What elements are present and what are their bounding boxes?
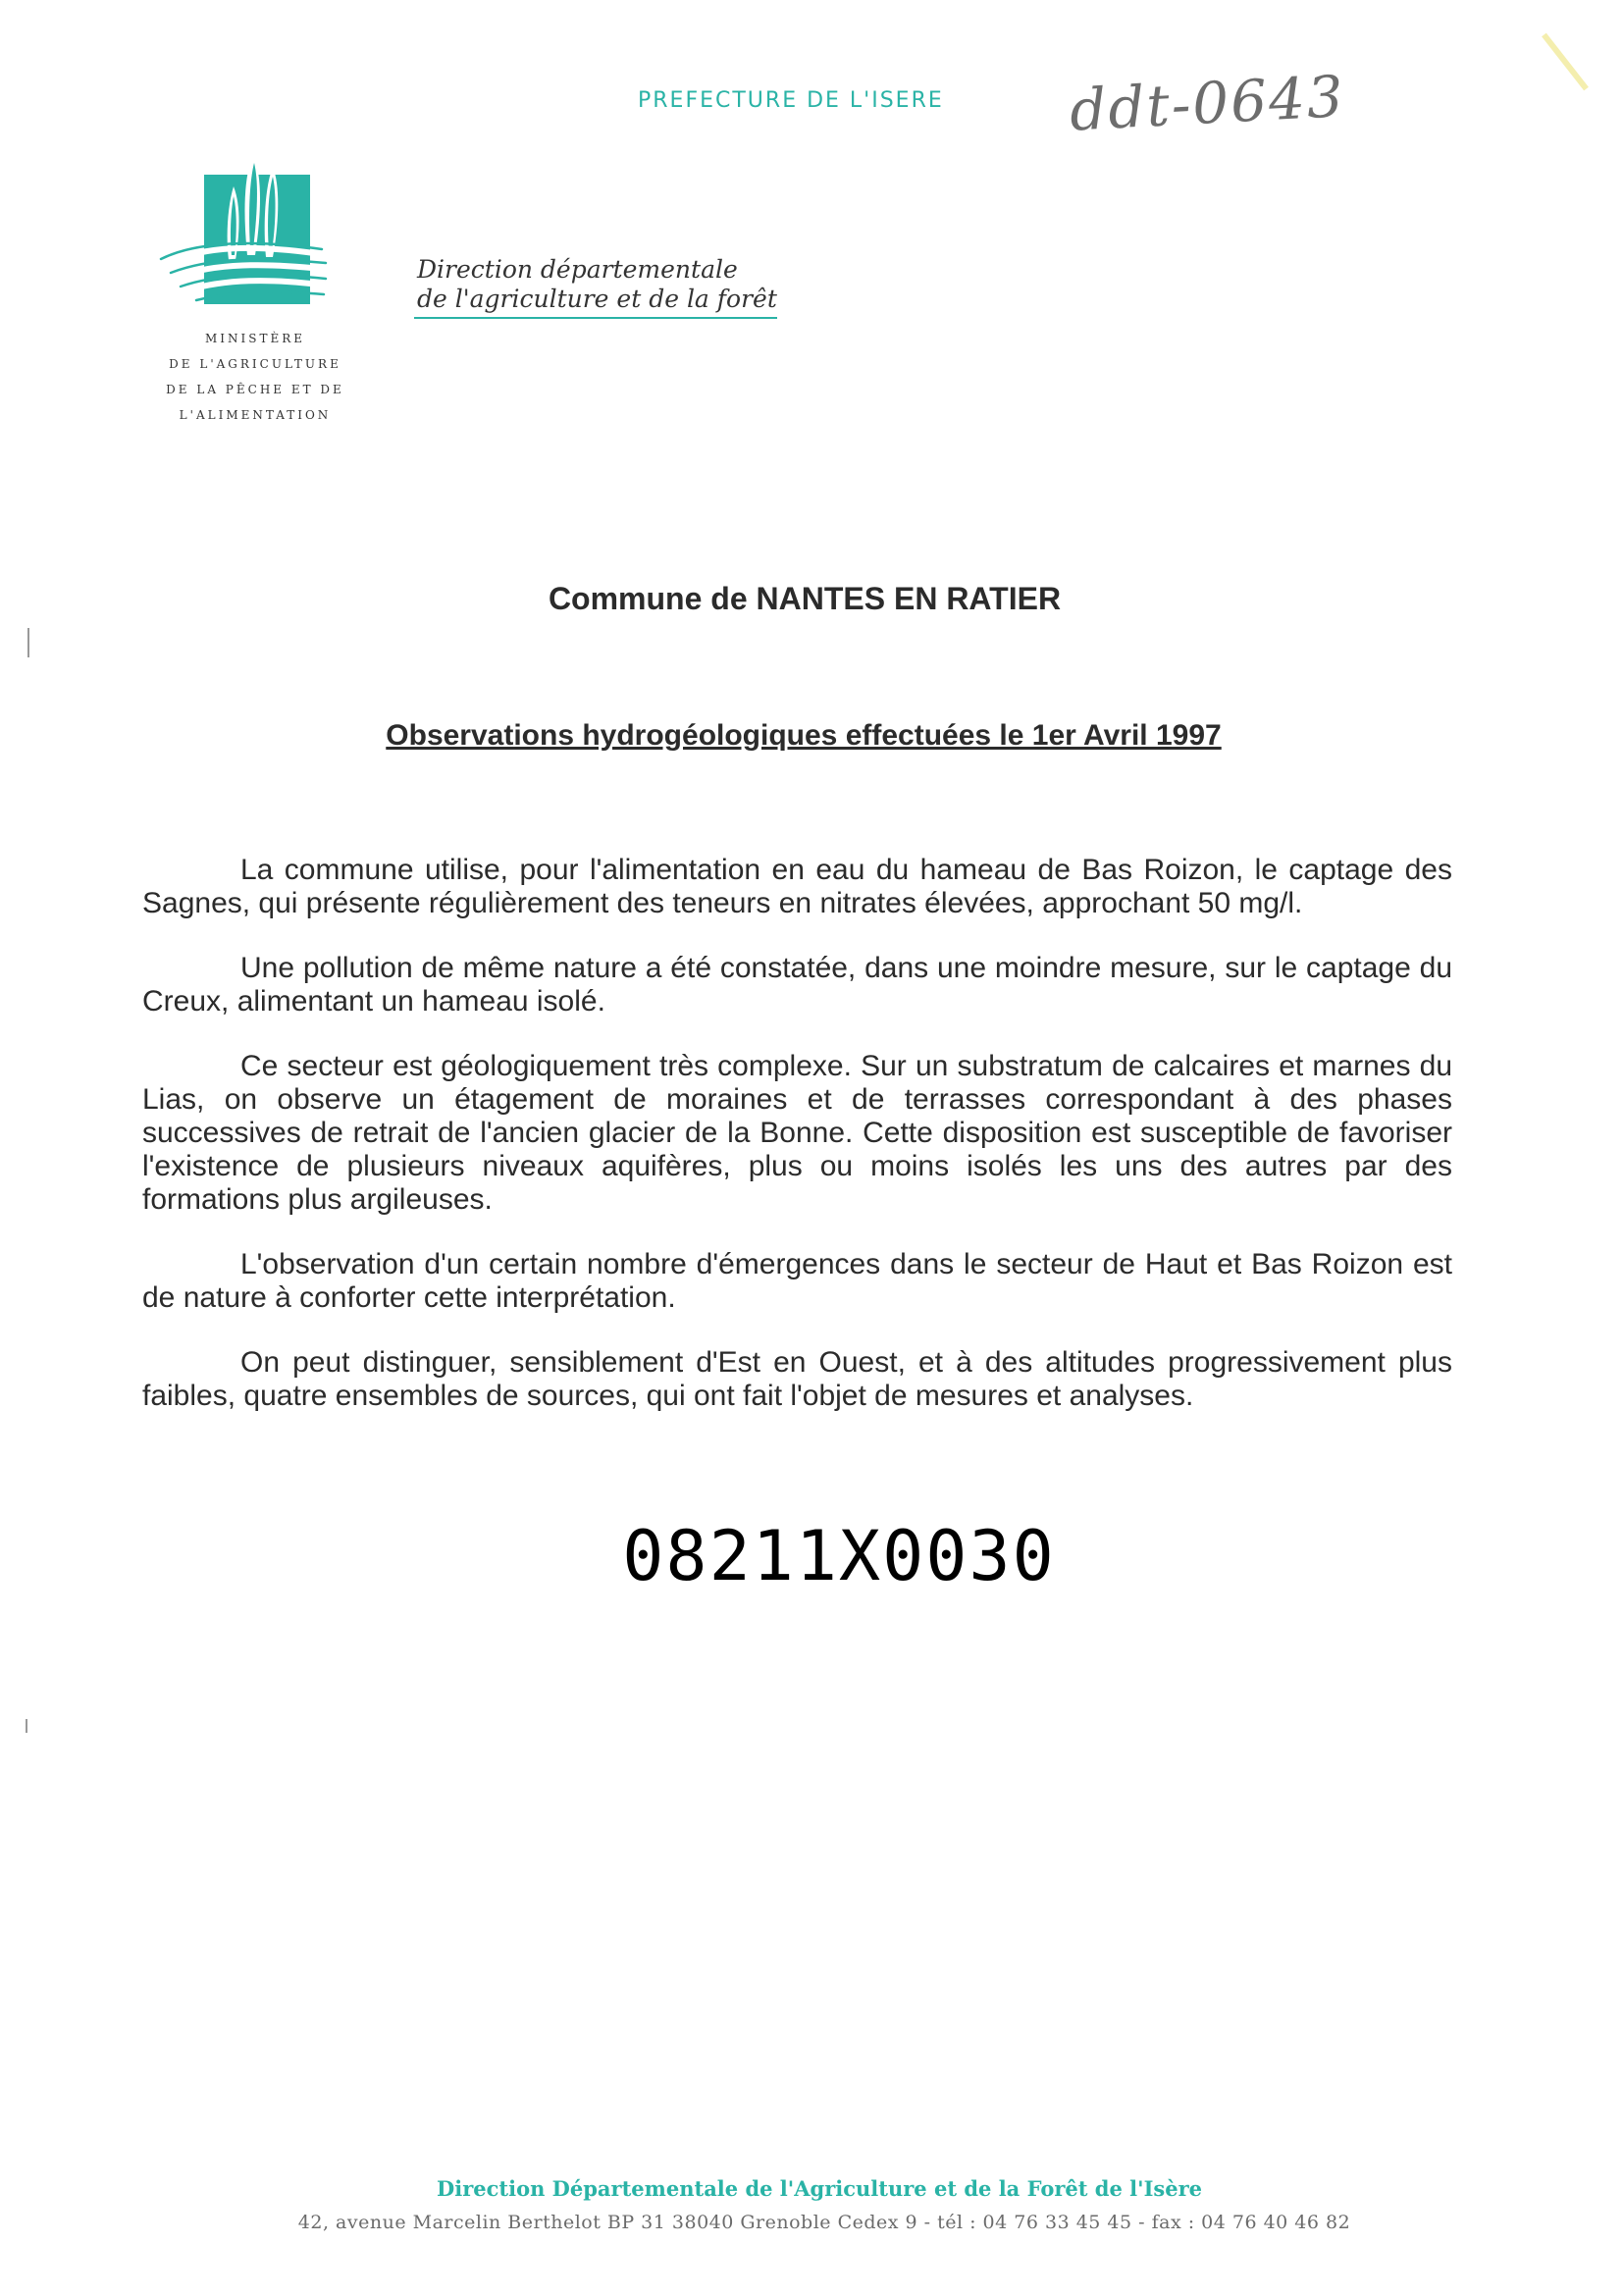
body-paragraph: La commune utilise, pour l'alimentation en eau du hameau de Bas Roizon, le captage des Sagnes, qui présente régulièrement des teneurs en nitrates élevées, approchant 50 mg/l. [142, 854, 1452, 919]
ministry-line: MINISTÈRE [204, 332, 306, 345]
handwritten-reference: ddt-0643 [1068, 62, 1347, 144]
body-paragraph: On peut distinguer, sensiblement d'Est en Ouest, et à des altitudes progressivement plus faibles, quatre ensembles de sources, qui ont fait l'objet de mesures et analyses. [142, 1346, 1452, 1412]
wheat-field-logo-icon [157, 147, 334, 314]
direction-line-2: de l'agriculture et de la forêt [417, 285, 777, 313]
ministry-line: DE LA PÊCHE ET DE [166, 383, 344, 396]
ministry-line: L'ALIMENTATION [179, 408, 332, 422]
document-title: Observations hydrogéologiques effectuées le 1er Avril 1997 [386, 719, 1222, 752]
scan-corner-mark [1542, 33, 1589, 91]
ministry-name [157, 326, 353, 428]
ministry-logo [157, 147, 334, 314]
body-paragraph: L'observation d'un certain nombre d'émergences dans le secteur de Haut et Bas Roizon est de nature à conforter cette interprétation. [142, 1248, 1452, 1314]
body-paragraph: Une pollution de même nature a été constatée, dans une moindre mesure, sur le captage du Creux, alimentant un hameau isolé. [142, 952, 1452, 1018]
direction-underline [414, 317, 777, 319]
footer-title: Direction Départementale de l'Agriculture et de la Forêt de l'Isère [437, 2176, 1202, 2201]
direction-name [417, 255, 810, 314]
footer-address: 42, avenue Marcelin Berthelot BP 31 38040 Grenoble Cedex 9 - tél : 04 76 33 45 45 - fax : 04 76 40 46 82 [297, 2212, 1351, 2233]
scan-speck [27, 628, 29, 657]
document-body [142, 854, 1452, 1444]
scan-speck [26, 1719, 27, 1733]
document-code: 08211X0030 [622, 1516, 1056, 1596]
commune-title: Commune de NANTES EN RATIER [548, 581, 1062, 616]
body-paragraph: Ce secteur est géologiquement très complexe. Sur un substratum de calcaires et marnes du Lias, on observe un étagement de moraines et de terrasses correspondant à des phases successives de retrait de l'ancien glacier de la Bonne. Cette disposition est susceptible de favoriser l'existence de plusieurs niveaux aquifères, plus ou moins isolés les uns des autres par des formations plus argileuses. [142, 1050, 1452, 1216]
direction-line-1: Direction départementale [417, 255, 738, 284]
ministry-line: DE L'AGRICULTURE [169, 357, 341, 371]
prefecture-header: PREFECTURE DE L'ISERE [638, 88, 944, 113]
